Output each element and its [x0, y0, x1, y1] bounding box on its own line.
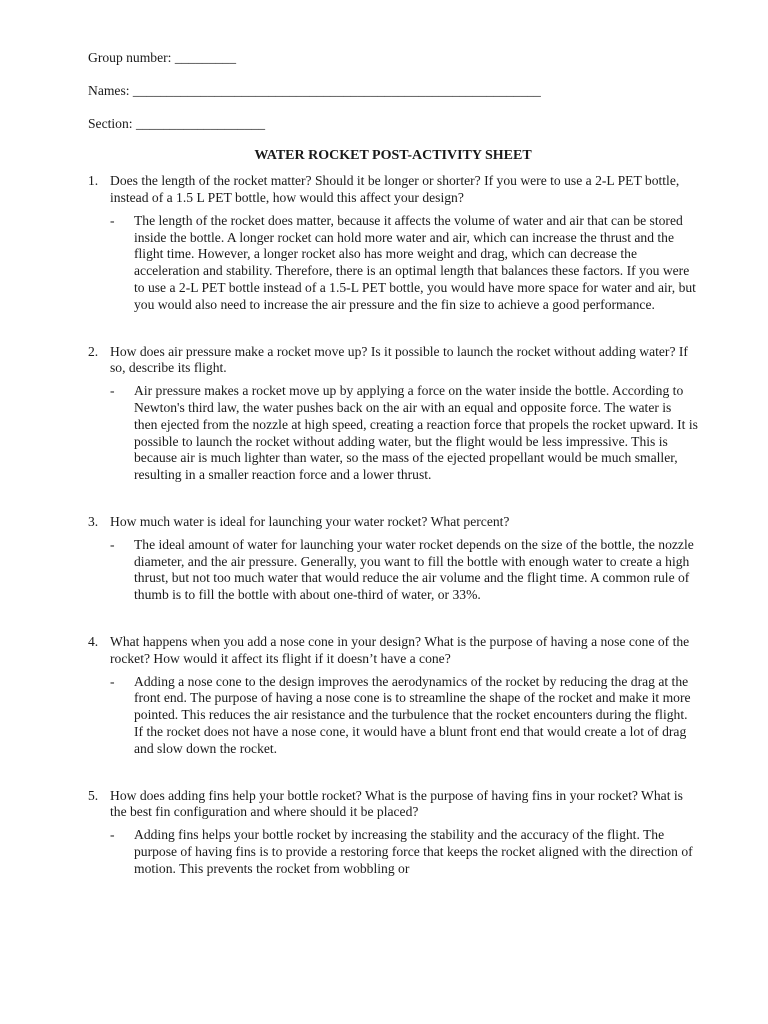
answer-1	[110, 213, 698, 314]
question-block-2	[88, 344, 698, 484]
question-text: What happens when you add a nose cone in your design? What is the purpose of having a nose cone of the rocket? How would it affect its flight if it doesn’t have a cone?	[110, 633, 690, 666]
question-block-5	[88, 788, 698, 878]
page-title: WATER ROCKET POST-ACTIVITY SHEET	[254, 148, 532, 164]
answer-text: Adding fins helps your bottle rocket by increasing the stability and the accuracy of the flight. The purpose of having fins is to provide a restoring force that keeps the rocket aligned with the direction of motion. This prevents the rocket from wobbling or	[134, 827, 693, 876]
section-field: Section: ___________________	[88, 115, 266, 131]
answer-5	[110, 827, 698, 877]
answer-dash: -	[110, 212, 115, 228]
names-field: Names: ____________________________________________________________	[88, 82, 541, 98]
answer-dash: -	[110, 383, 115, 399]
question-block-1	[88, 173, 698, 313]
question-number: 3.	[88, 513, 99, 529]
question-3	[88, 514, 698, 531]
question-5	[88, 788, 698, 822]
answer-text: Adding a nose cone to the design improves the aerodynamics of the rocket by reducing the drag at the front end. The purpose of having a nose cone is to streamline the shape of the rocket and make it more pointed. This reduces the air resistance and the turbulence that the rocket encounters during the flight. If the rocket does not have a nose cone, it would have a blunt front end that would create a lot of drag and slow down the rocket.	[134, 673, 691, 756]
question-text: How does air pressure make a rocket move up? Is it possible to launch the rocket without adding water? If so, describe its flight.	[110, 343, 688, 376]
answer-text: The length of the rocket does matter, because it affects the volume of water and air that can be stored inside the bottle. A longer rocket can hold more water and air, which can increase the thrust and the flight time. However, a longer rocket also has more weight and drag, which can decrease the acceleration and stability. Therefore, there is an optimal length that balances these factors. If you were to use a 2-L PET bottle instead of a 1.5-L PET bottle, you would have more space for water and air, but you would also need to increase the air pressure and the fin size to achieve a good performance.	[134, 212, 696, 312]
answer-text: The ideal amount of water for launching your water rocket depends on the size of the bottle, the nozzle diameter, and the air pressure. Generally, you want to fill the bottle with enough water to create a high thrust, but not too much water that would reduce the air volume and the flight time. A common rule of thumb is to fill the bottle with about one-third of water, or 33%.	[134, 536, 694, 603]
answer-2	[110, 383, 698, 484]
answer-text: Air pressure makes a rocket move up by applying a force on the water inside the bottle. According to Newton's third law, the water pushes back on the air with an equal and opposite force. The water is then ejected from the nozzle at high speed, creating a reaction force that propels the rocket upward. It is possible to launch the rocket without adding water, but the flight would be less impressive. This is because air is much lighter than water, so the mass of the ejected propellant would be much smaller, resulting in a smaller reaction force and a lower thrust.	[134, 383, 698, 483]
question-block-4	[88, 634, 698, 758]
question-4	[88, 634, 698, 668]
question-block-3	[88, 514, 698, 604]
answer-dash: -	[110, 827, 115, 843]
answer-dash: -	[110, 673, 115, 689]
answer-4	[110, 674, 698, 758]
question-text: How much water is ideal for launching your water rocket? What percent?	[110, 513, 510, 529]
question-number: 4.	[88, 633, 99, 649]
group-number-field: Group number: _________	[88, 50, 237, 65]
question-text: Does the length of the rocket matter? Should it be longer or shorter? If you were to use a 2-L PET bottle, instead of a 1.5 L PET bottle, how would this affect your design?	[110, 173, 680, 205]
question-text: How does adding fins help your bottle rocket? What is the purpose of having fins in your rocket? What is the best fin configuration and where should it be placed?	[110, 787, 683, 820]
answer-dash: -	[110, 536, 115, 552]
question-2	[88, 344, 698, 378]
question-number: 2.	[88, 343, 99, 359]
answer-3	[110, 537, 698, 604]
question-1	[88, 173, 698, 207]
question-number: 5.	[88, 787, 99, 803]
question-number: 1.	[88, 173, 99, 189]
